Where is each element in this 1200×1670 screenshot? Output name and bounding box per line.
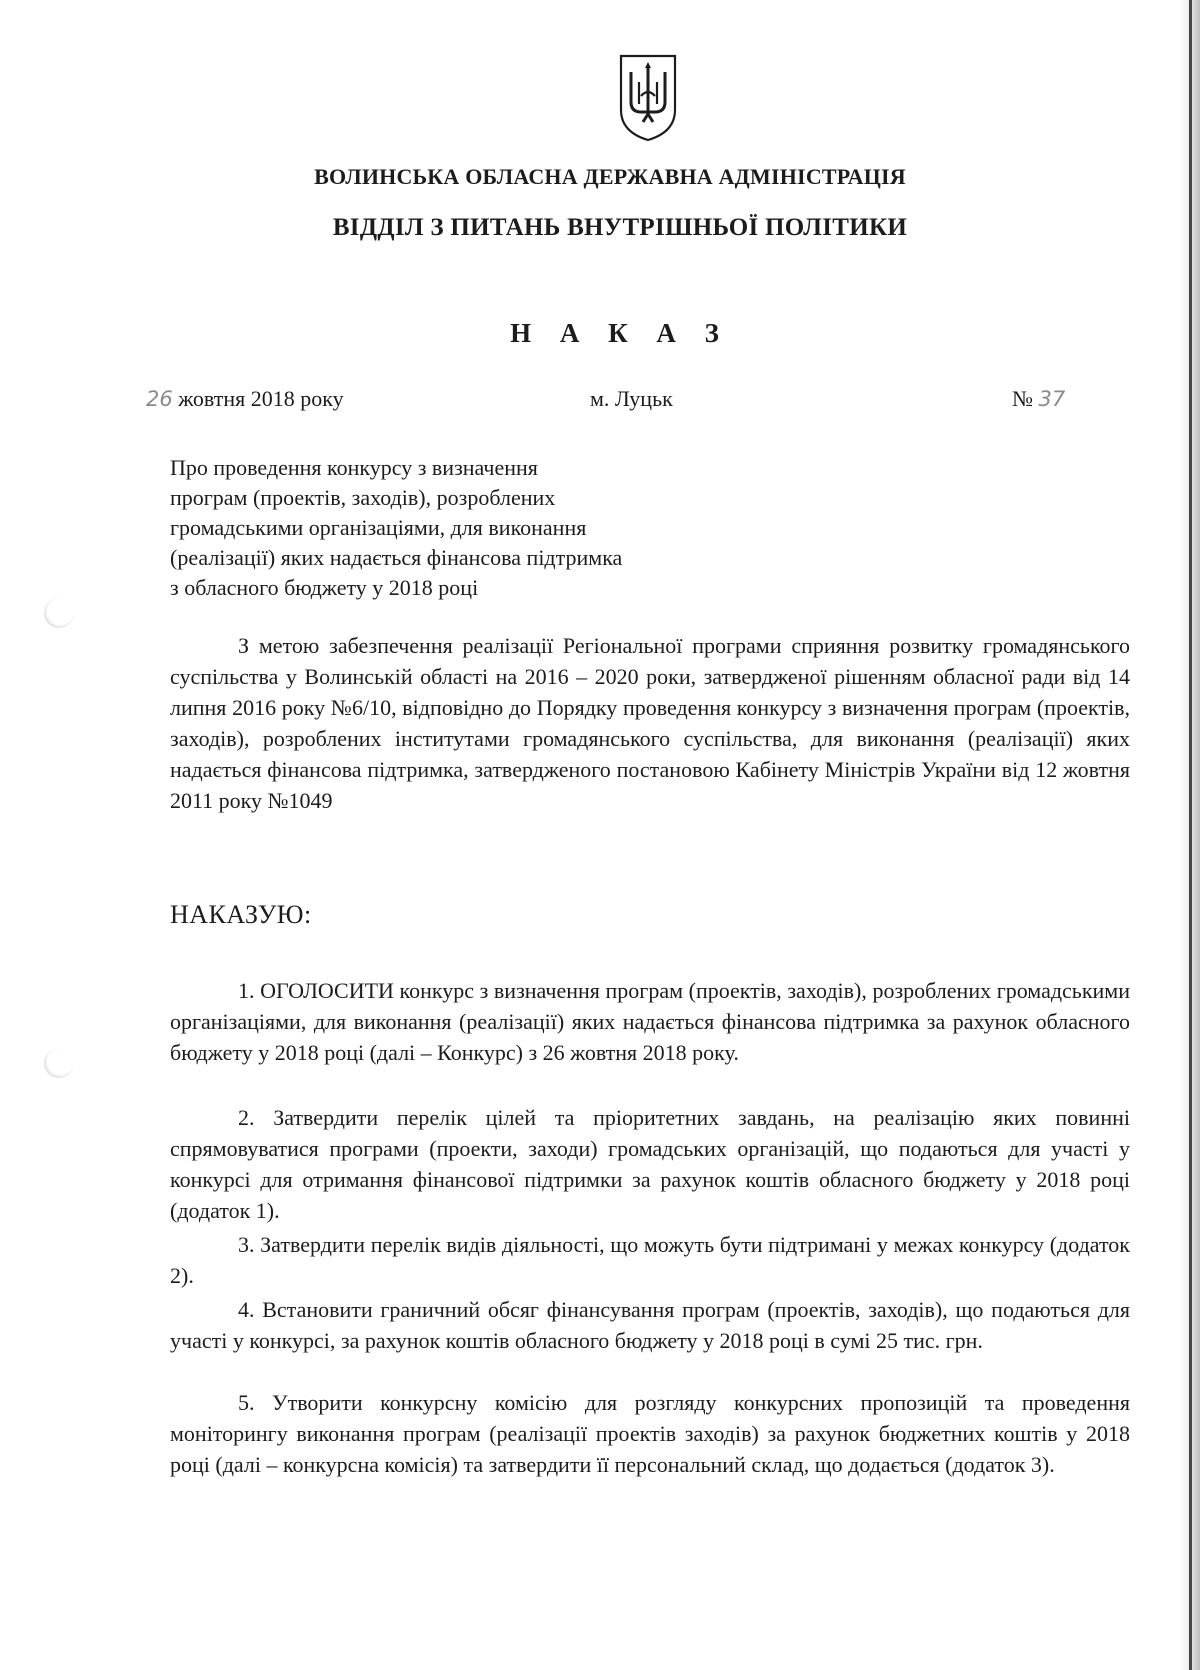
- scan-edge-line: [1189, 0, 1192, 1670]
- document-title: Н А К А З: [510, 318, 730, 348]
- date-rest: жовтня 2018 року: [178, 386, 344, 411]
- subject-line: (реалізації) яких надається фінансова підтримка: [170, 545, 623, 570]
- subject-line: програм (проектів, заходів), розроблених: [170, 485, 556, 510]
- date-day-handwritten: 26: [146, 387, 173, 411]
- punch-hole-bottom: [44, 1048, 74, 1078]
- subject-line: громадськими організаціями, для виконання: [170, 515, 587, 540]
- organization-name: ВОЛИНСЬКА ОБЛАСНА ДЕРЖАВНА АДМІНІСТРАЦІЯ: [314, 164, 906, 189]
- department-name: ВІДДІЛ З ПИТАНЬ ВНУТРІШНЬОЇ ПОЛІТИКИ: [332, 214, 908, 241]
- order-number: [1012, 386, 1065, 412]
- number-label: №: [1012, 386, 1033, 411]
- order-date: [146, 386, 344, 412]
- order-item-5: 5. Утворити конкурсну комісію для розгляду конкурсних пропозицій та проведення моніторингу виконання програм (реалізації проектів заходів) за рахунок бюджетних коштів у 2018 році (далі – конкурсна комісія) та затвердити її персональний склад, що додається (додаток 3).: [170, 1390, 1130, 1477]
- order-item-2: 2. Затвердити перелік цілей та пріоритетних завдань, на реалізацію яких повинні спрямовуватися програми (проекти, заходи) громадських організацій, що подаються для участі у конкурсі для отримання фінансової підтримки за рахунок коштів обласного бюджету у 2018 році (додаток 1).: [170, 1105, 1130, 1223]
- subject-line: Про проведення конкурсу з визначення: [170, 455, 538, 480]
- number-handwritten: 37: [1038, 387, 1066, 411]
- order-city: м. Луцьк: [590, 386, 673, 411]
- trident-coat-of-arms-icon: [617, 52, 679, 142]
- punch-hole-top: [44, 598, 74, 628]
- order-item-1: 1. ОГОЛОСИТИ конкурс з визначення програм (проектів, заходів), розроблених громадськими організаціями, для виконання (реалізації) яких надається фінансова підтримка за рахунок обласного бюджету у 2018 році (далі – Конкурс) з 26 жовтня 2018 року.: [170, 978, 1130, 1065]
- order-item-3: 3. Затвердити перелік видів діяльності, що можуть бути підтримані у межах конкурсу (додаток 2).: [170, 1232, 1130, 1288]
- order-word: НАКАЗУЮ:: [170, 900, 312, 929]
- order-item-4: 4. Встановити граничний обсяг фінансування програм (проектів, заходів), що подаються для участі у конкурсі, за рахунок коштів обласного бюджету у 2018 році в сумі 25 тис. грн.: [170, 1297, 1130, 1353]
- preamble-paragraph: З метою забезпечення реалізації Регіональної програми сприяння розвитку громадянського суспільства у Волинській області на 2016 – 2020 роки, затвердженої рішенням обласної ради від 14 липня 2016 року №6/10, відповідно до Порядку проведення конкурсу з визначення програм (проектів, заходів), розроблених інститутами громадянського суспільства, для виконання (реалізації) яких надається фінансова підтримка, затвердженого постановою Кабінету Міністрів України від 12 жовтня 2011 року №1049: [170, 633, 1130, 813]
- order-subject: [170, 453, 622, 603]
- subject-line: з обласного бюджету у 2018 році: [170, 575, 479, 600]
